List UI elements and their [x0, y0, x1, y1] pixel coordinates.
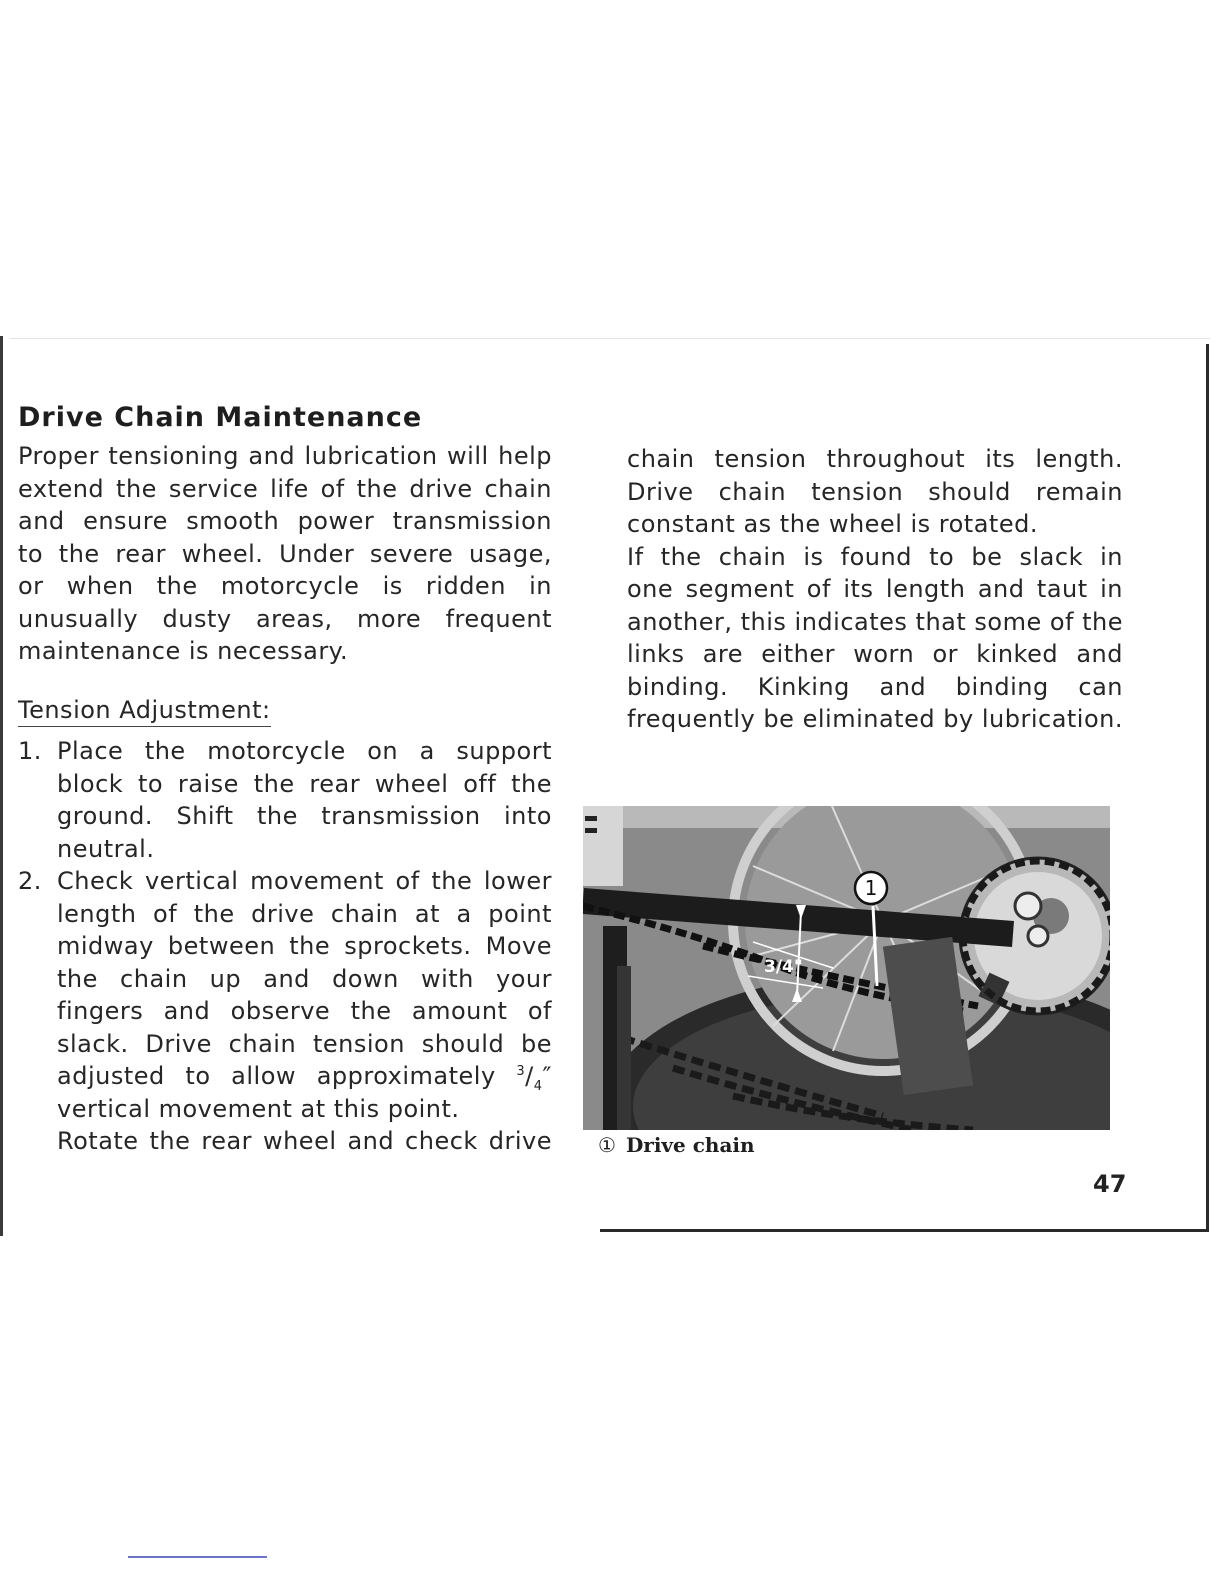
drive-chain-photo: [583, 806, 1110, 1130]
text-line: maintenance is necessary.: [18, 637, 349, 665]
text-line: midway between the sprockets. Move: [57, 932, 552, 960]
page-rule-top: [10, 338, 1210, 339]
text-line: ground. Shift the transmission into: [57, 802, 552, 830]
text-line: neutral.: [57, 834, 155, 863]
text-line: another, this indicates that some of the: [627, 607, 1124, 636]
text-line: Check vertical movement of the lower: [57, 867, 552, 895]
measure-prefix: adjusted to allow approximately: [57, 1062, 496, 1090]
figure-caption: [598, 1133, 755, 1157]
section-title: Drive Chain Maintenance: [18, 402, 423, 433]
text-line: binding. Kinking and binding can: [627, 672, 1123, 701]
continuation-paragraph: [627, 443, 1123, 736]
measure-label: 3/4": [764, 957, 803, 977]
list-item-step-2: [18, 865, 552, 1158]
text-line: constant as the wheel is rotated.: [627, 510, 1038, 538]
page-edge-right: [1206, 344, 1209, 1232]
text-line: block to raise the rear wheel off the: [57, 769, 552, 798]
text-line: or when the motorcycle is ridden in: [18, 572, 552, 600]
text-line: length of the drive chain at a point: [57, 899, 552, 928]
list-item-step-1: [18, 735, 552, 865]
text-line: Drive chain tension should remain: [627, 477, 1123, 506]
text-line: to the rear wheel. Under severe usage,: [18, 539, 552, 568]
text-line: Rotate the rear wheel and check drive: [57, 1127, 552, 1155]
caption-text: Drive chain: [625, 1133, 755, 1157]
text-line: and ensure smooth power transmission: [18, 507, 552, 535]
page-number: 47: [1093, 1170, 1127, 1198]
text-line: links are either worn or kinked and: [627, 640, 1123, 668]
text-line: vertical movement at this point.: [57, 1094, 460, 1123]
page-rule-bottom: [600, 1229, 1209, 1232]
text-line: frequently be eliminated by lubrication.: [627, 705, 1123, 733]
text-line: slack. Drive chain tension should be: [57, 1029, 552, 1058]
step-number: 1.: [18, 737, 42, 765]
text-line-measurement: [57, 1060, 552, 1093]
text-line: Proper tensioning and lubrication will help: [18, 442, 552, 470]
text-line: one segment of its length and taut in: [627, 575, 1123, 603]
footer-link-line: [128, 1556, 267, 1558]
text-line: extend the service life of the drive chain: [18, 474, 552, 503]
subheading-tension-adjustment: Tension Adjustment:: [18, 695, 271, 727]
step-number: 2.: [18, 867, 42, 895]
steps-list: [18, 735, 552, 1158]
text-line: chain tension throughout its length.: [627, 445, 1123, 473]
intro-paragraph: [18, 440, 552, 668]
page-edge-left: [0, 336, 3, 1236]
text-line: the chain up and down with your: [57, 964, 552, 993]
text-line: If the chain is found to be slack in: [627, 542, 1123, 571]
text-line: fingers and observe the amount of: [57, 997, 552, 1025]
callout-number: 1: [864, 876, 878, 900]
caption-marker: ①: [598, 1133, 616, 1157]
text-line: Place the motorcycle on a support: [57, 737, 552, 765]
measure-fraction: $^3/_4''$: [516, 1062, 552, 1094]
text-line: unusually dusty areas, more frequent: [18, 604, 552, 633]
